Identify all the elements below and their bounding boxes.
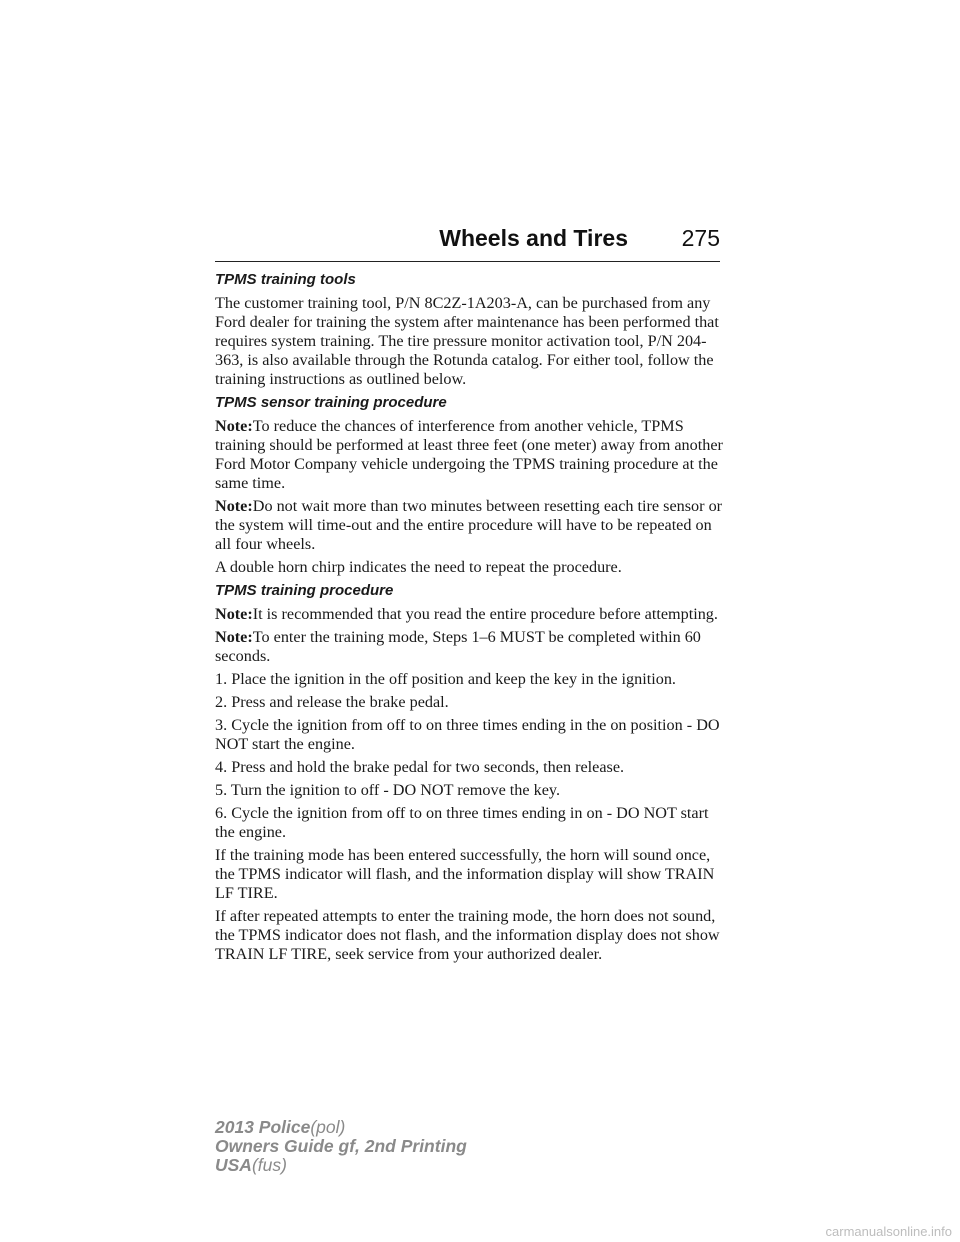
section-heading-sensor-training: TPMS sensor training procedure	[215, 394, 447, 411]
footer-model: 2013 Police	[215, 1117, 311, 1137]
note-timeout	[215, 497, 725, 554]
watermark-link[interactable]: carmanualsonline.info	[825, 1224, 952, 1239]
page-header	[215, 225, 720, 262]
paragraph-horn-chirp: A double horn chirp indicates the need to repeat the procedure.	[215, 558, 622, 576]
chapter-title: Wheels and Tires	[439, 225, 628, 251]
procedure-step-5: 5. Turn the ignition to off - DO NOT remove the key.	[215, 781, 561, 799]
note-label: Note:	[215, 605, 253, 623]
paragraph-training-success: If the training mode has been entered successfully, the horn will sound once, the TPMS indicator will flash, and the information display will show TRAIN LF TIRE.	[215, 846, 715, 902]
note-label: Note:	[215, 628, 253, 646]
page-footer	[215, 1118, 467, 1175]
footer-market-code: (fus)	[251, 1155, 287, 1175]
note-text: To reduce the chances of interference from another vehicle, TPMS training should be performed at least three feet (one meter) away from another Ford Motor Company vehicle undergoing the TPMS training procedure at the same time.	[215, 417, 723, 492]
procedure-step-6: 6. Cycle the ignition from off to on three times ending in on - DO NOT start the engine.	[215, 804, 709, 841]
note-label: Note:	[215, 497, 253, 515]
note-label: Note:	[215, 417, 253, 435]
footer-market: USA	[215, 1155, 252, 1175]
footer-line-guide: Owners Guide gf, 2nd Printing	[215, 1136, 467, 1156]
footer-line-market	[215, 1156, 467, 1175]
procedure-step-3: 3. Cycle the ignition from off to on three times ending in the on position - DO NOT start the engine.	[215, 716, 720, 753]
note-text: It is recommended that you read the entire procedure before attempting.	[252, 605, 718, 623]
section-heading-training-procedure: TPMS training procedure	[215, 582, 394, 599]
footer-line-model	[215, 1118, 467, 1137]
paragraph-training-failure: If after repeated attempts to enter the training mode, the horn does not sound, the TPMS indicator does not flash, and the information display does not show TRAIN LF TIRE, seek service from your authorized dealer.	[215, 907, 720, 963]
section-heading-training-tools: TPMS training tools	[215, 271, 356, 288]
note-text: To enter the training mode, Steps 1–6 MUST be completed within 60 seconds.	[215, 628, 701, 665]
note-sixty-seconds	[215, 628, 725, 666]
note-text: Do not wait more than two minutes between resetting each tire sensor or the system will time-out and the entire procedure will have to be repeated on all four wheels.	[215, 497, 723, 553]
procedure-step-2: 2. Press and release the brake pedal.	[215, 693, 449, 711]
page-number: 275	[681, 225, 720, 251]
footer-model-code: (pol)	[310, 1117, 346, 1137]
paragraph-training-tools: The customer training tool, P/N 8C2Z-1A203-A, can be purchased from any Ford dealer for training the system after maintenance has been performed that requires system training. The tire pressure monitor activation tool, P/N 204-363, is also available through the Rotunda catalog. For either tool, follow the training instructions as outlined below.	[215, 294, 719, 388]
page-content	[215, 270, 725, 968]
note-read-procedure	[215, 605, 725, 624]
procedure-step-4: 4. Press and hold the brake pedal for two seconds, then release.	[215, 758, 625, 776]
note-interference	[215, 417, 725, 493]
procedure-step-1: 1. Place the ignition in the off position and keep the key in the ignition.	[215, 670, 676, 688]
